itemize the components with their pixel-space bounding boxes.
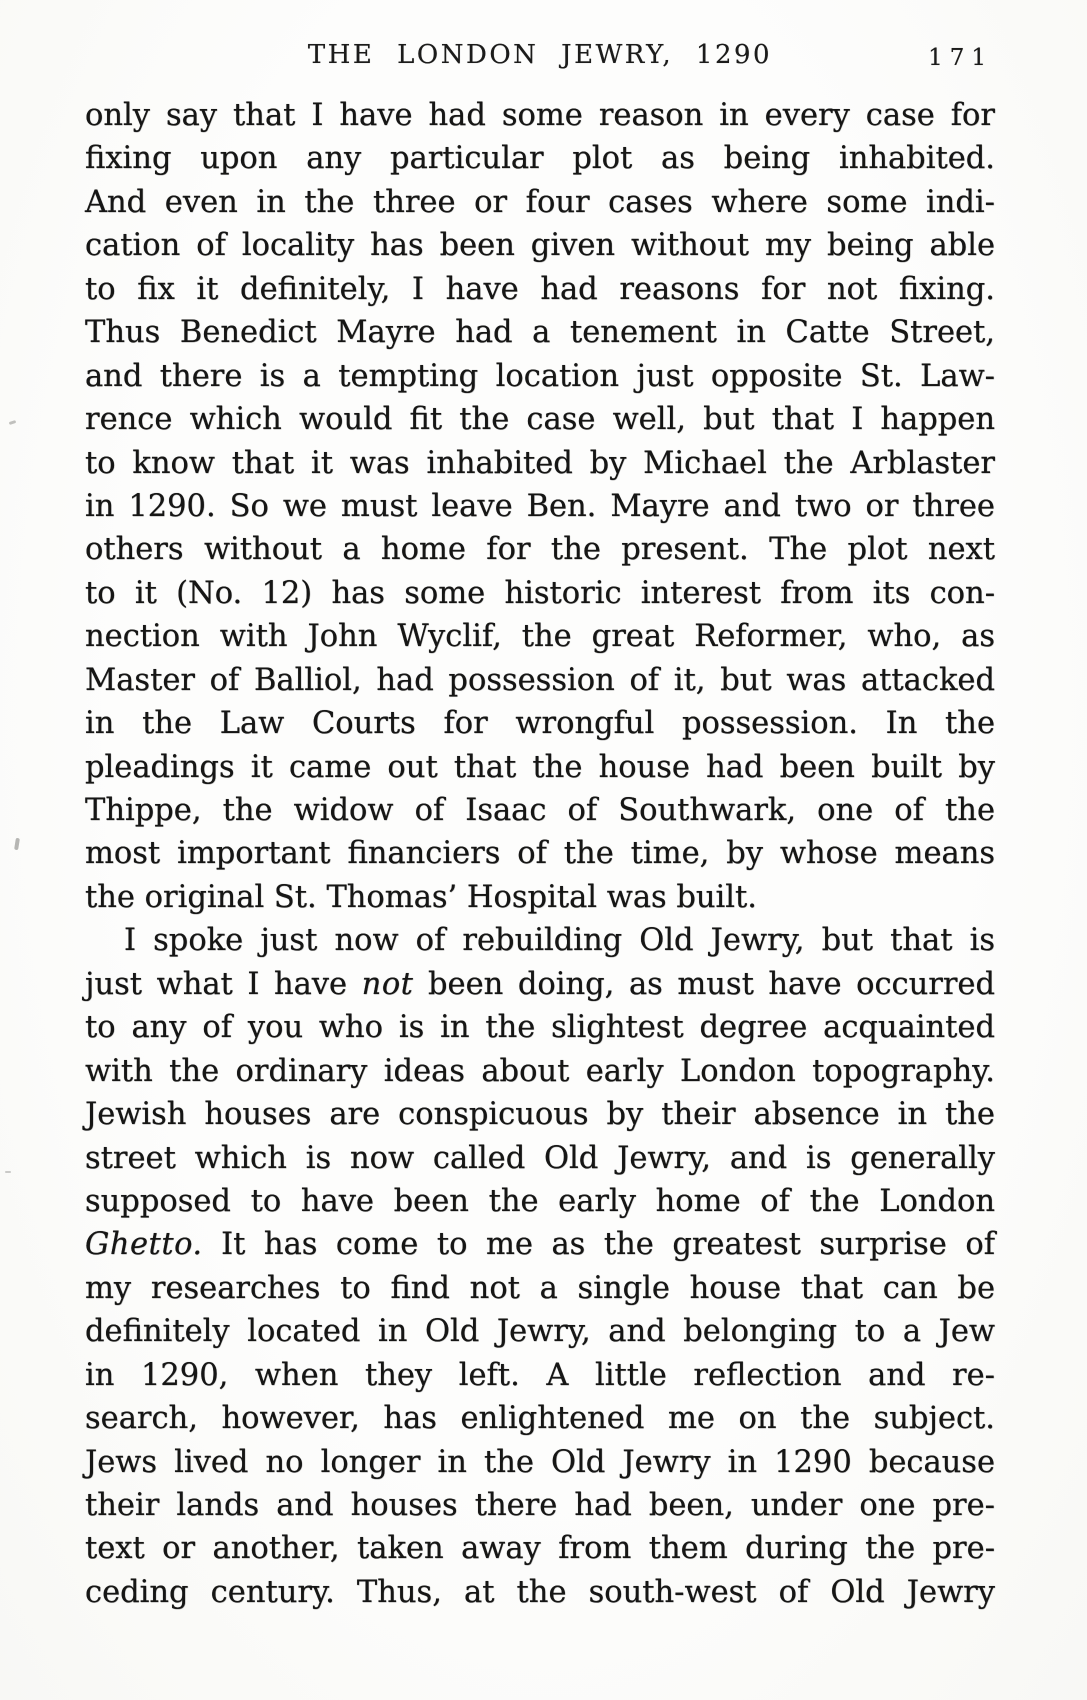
scan-speck bbox=[9, 420, 17, 425]
text-line: Jewish houses are conspicuous by their absence in the bbox=[85, 1097, 995, 1133]
text-line: only say that I have had some reason in every case for bbox=[85, 98, 995, 133]
text-line: in the Law Courts for wrongful possession. In the bbox=[85, 706, 995, 742]
text-line: ceding century. Thus, at the south-west of Old Jewry bbox=[85, 1574, 995, 1610]
text-line: to fix it definitely, I have had reasons for not fixing. bbox=[85, 271, 995, 307]
text-line: text or another, taken away from them during the pre- bbox=[85, 1531, 995, 1567]
text-line: to it (No. 12) has some historic interest from its con- bbox=[85, 575, 995, 611]
text-line: rence which would fit the case well, but that I happen bbox=[85, 402, 995, 438]
text-line: others without a home for the present. The plot next bbox=[85, 532, 995, 568]
text-line: my researches to find not a single house that can be bbox=[85, 1270, 995, 1306]
text-line: cation of locality has been given without my being able bbox=[85, 228, 995, 264]
text-line: their lands and houses there had been, under one pre- bbox=[85, 1488, 995, 1523]
text-line: in 1290. So we must leave Ben. Mayre and two or three bbox=[85, 488, 995, 524]
text-line: with the ordinary ideas about early London topography. bbox=[85, 1053, 995, 1089]
scan-speck bbox=[5, 1171, 11, 1173]
text-line: fixing upon any particular plot as being inhabited. bbox=[85, 141, 995, 177]
text-line: supposed to have been the early home of the London bbox=[85, 1183, 995, 1219]
text-line: Thus Benedict Mayre had a tenement in Catte Street, bbox=[85, 315, 995, 351]
text-line: just what I have not been doing, as must have occurred bbox=[85, 966, 995, 1002]
text-line: to any of you who is in the slightest degree acquainted bbox=[85, 1010, 995, 1046]
text-line: And even in the three or four cases where some indi- bbox=[85, 184, 995, 220]
text-line: and there is a tempting location just opposite St. Law- bbox=[85, 358, 995, 394]
text-line: Jews lived no longer in the Old Jewry in 1290 because bbox=[85, 1444, 995, 1480]
text-line: definitely located in Old Jewry, and belonging to a Jew bbox=[85, 1314, 995, 1350]
text-line: Master of Balliol, had possession of it, but was attacked bbox=[85, 662, 995, 698]
page-number: 171 bbox=[928, 45, 993, 71]
text-line: to know that it was inhabited by Michael the Arblaster bbox=[85, 445, 995, 481]
text-line: nection with John Wyclif, the great Reformer, who, as bbox=[85, 619, 995, 655]
text-line: the original St. Thomas’ Hospital was built. bbox=[85, 879, 757, 915]
scan-speck bbox=[14, 838, 20, 850]
text-line: Ghetto. It has come to me as the greatest surprise of bbox=[85, 1227, 995, 1263]
text-line: pleadings it came out that the house had been built by bbox=[85, 749, 995, 785]
text-line: in 1290, when they left. A little reflection and re- bbox=[85, 1357, 995, 1393]
running-head bbox=[85, 34, 995, 77]
text-line: Thippe, the widow of Isaac of Southwark, one of the bbox=[85, 793, 995, 828]
text-line: I spoke just now of rebuilding Old Jewry, but that is bbox=[124, 923, 995, 959]
text-line: search, however, has enlightened me on the subject. bbox=[85, 1401, 995, 1437]
text-line: street which is now called Old Jewry, and is generally bbox=[85, 1140, 995, 1176]
page-body-text bbox=[85, 94, 995, 1614]
page-header-title: THE LONDON JEWRY, 1290 bbox=[307, 40, 773, 70]
text-line: most important financiers of the time, by whose means bbox=[85, 836, 995, 872]
